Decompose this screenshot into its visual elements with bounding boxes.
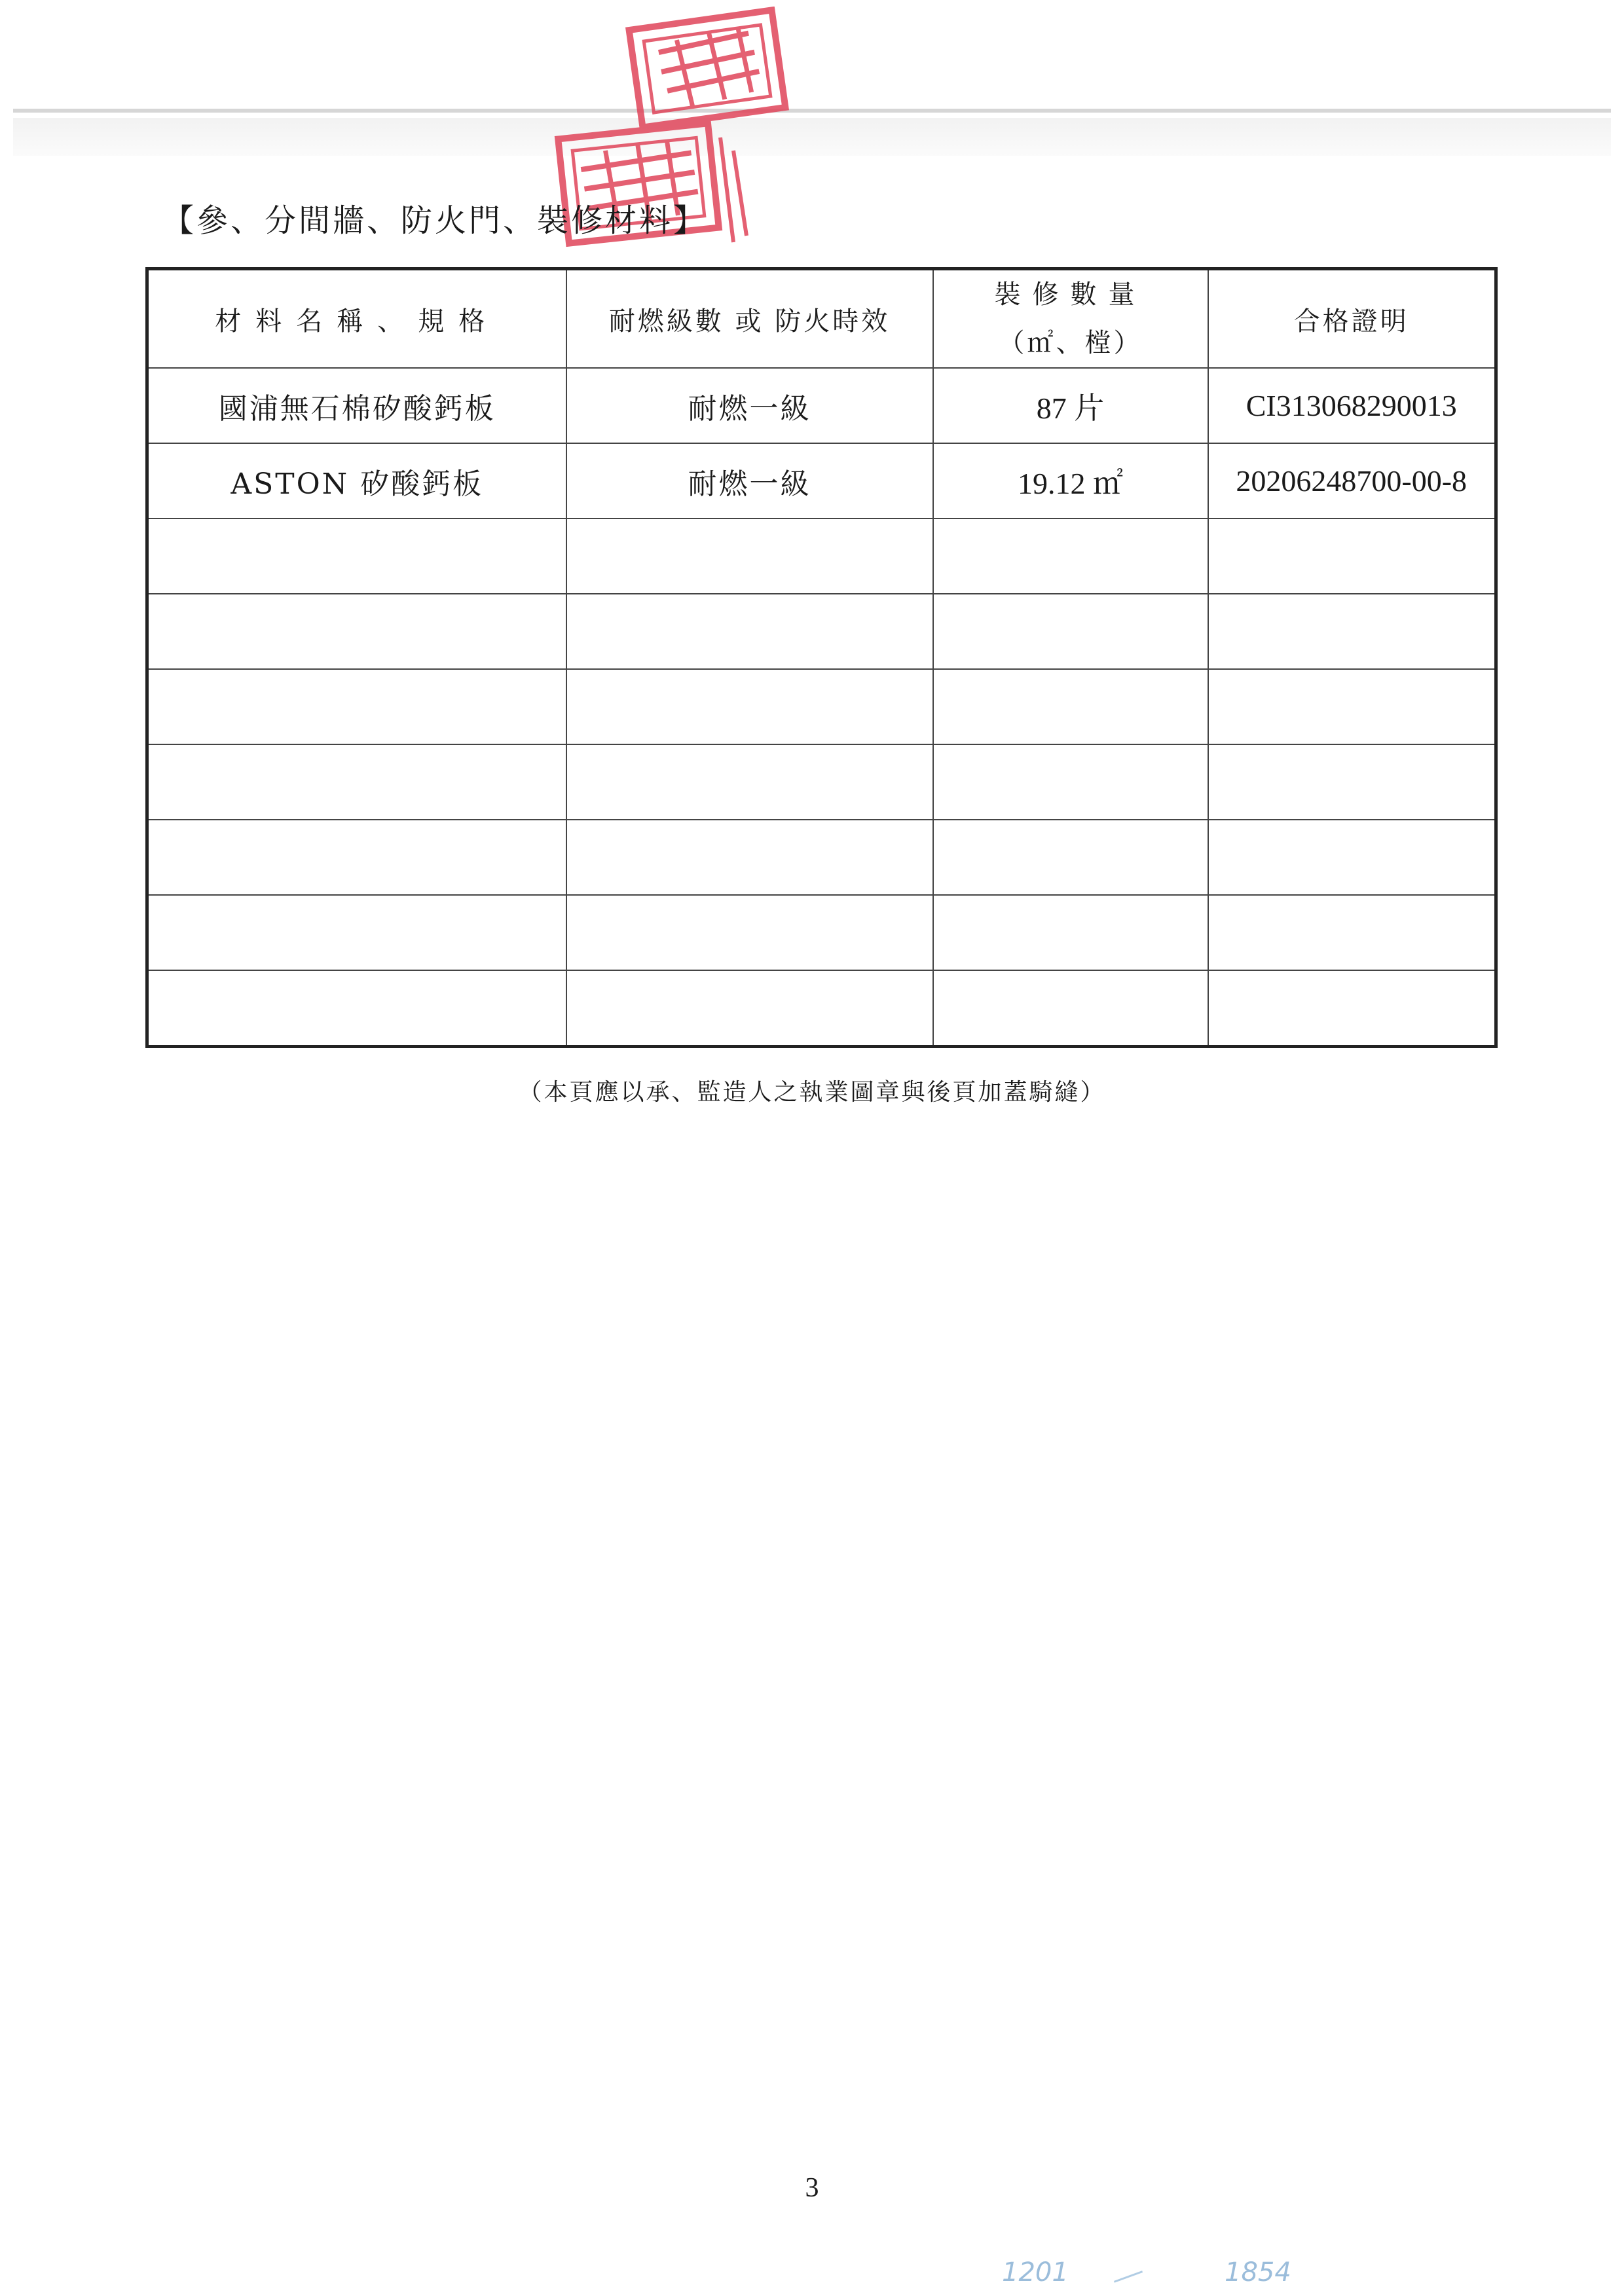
- materials-table-container: [145, 267, 1494, 1048]
- table-row: [147, 970, 1496, 1047]
- cell-fire-rating: [566, 744, 933, 820]
- table-row: [147, 895, 1496, 970]
- cell-fire-rating: [566, 895, 933, 970]
- cell-quantity: [933, 895, 1208, 970]
- table-header-row: [147, 269, 1496, 369]
- cell-fire-rating: [566, 820, 933, 895]
- header-quantity-label: 裝修數量: [994, 280, 1147, 310]
- cell-certificate: [1208, 820, 1496, 895]
- header-fire-rating: 耐燃級數 或 防火時效: [566, 269, 933, 369]
- handwritten-mark: 1854: [1225, 2257, 1291, 2287]
- section-title: 【參、分間牆、防火門、裝修材料】: [162, 202, 708, 239]
- cell-certificate: [1208, 970, 1496, 1047]
- cell-quantity: [933, 744, 1208, 820]
- cell-fire-rating: [566, 519, 933, 594]
- cell-material-name: [147, 895, 566, 970]
- cell-material-name: [147, 669, 566, 744]
- table-row: [147, 594, 1496, 669]
- cell-certificate: 20206248700-00-8: [1208, 443, 1496, 519]
- cell-quantity: [933, 820, 1208, 895]
- cell-material-name: [147, 744, 566, 820]
- table-row: [147, 820, 1496, 895]
- handwritten-dash: [1114, 2270, 1143, 2283]
- cell-fire-rating: [566, 970, 933, 1047]
- cell-quantity: 19.12 ㎡: [933, 443, 1208, 519]
- cell-material-name: [147, 519, 566, 594]
- header-material-name: 材料名稱、規格: [147, 269, 566, 369]
- cell-certificate: [1208, 669, 1496, 744]
- cell-certificate: [1208, 895, 1496, 970]
- cell-fire-rating: [566, 594, 933, 669]
- table-row: [147, 744, 1496, 820]
- table-row: [147, 519, 1496, 594]
- footnote-seal-instruction: （本頁應以承、監造人之執業圖章與後頁加蓋騎縫）: [518, 1079, 1106, 1106]
- header-quantity-units: （㎡、樘）: [998, 328, 1143, 358]
- header-certificate: 合格證明: [1208, 269, 1496, 369]
- cell-material-name: [147, 970, 566, 1047]
- cell-material-name: ASTON 矽酸鈣板: [147, 443, 566, 519]
- cell-fire-rating: [566, 669, 933, 744]
- cell-material-name: 國浦無石棉矽酸鈣板: [147, 368, 566, 443]
- cell-certificate: [1208, 744, 1496, 820]
- materials-table: [145, 267, 1498, 1048]
- table-row: [147, 368, 1496, 443]
- cell-quantity: 87 片: [933, 368, 1208, 443]
- cell-fire-rating: 耐燃一級: [566, 443, 933, 519]
- scan-shadow-band: [13, 118, 1611, 156]
- cell-certificate: [1208, 519, 1496, 594]
- scan-edge-line: [13, 109, 1611, 113]
- cell-material-name: [147, 820, 566, 895]
- table-row: [147, 443, 1496, 519]
- cell-quantity: [933, 970, 1208, 1047]
- cell-quantity: [933, 594, 1208, 669]
- cell-quantity: [933, 519, 1208, 594]
- page-number: 3: [805, 2173, 819, 2203]
- handwritten-mark: 1201: [1002, 2257, 1069, 2287]
- cell-material-name: [147, 594, 566, 669]
- cell-certificate: [1208, 594, 1496, 669]
- header-quantity: [933, 269, 1208, 369]
- cell-quantity: [933, 669, 1208, 744]
- table-row: [147, 669, 1496, 744]
- cell-certificate: CI313068290013: [1208, 368, 1496, 443]
- cell-fire-rating: 耐燃一級: [566, 368, 933, 443]
